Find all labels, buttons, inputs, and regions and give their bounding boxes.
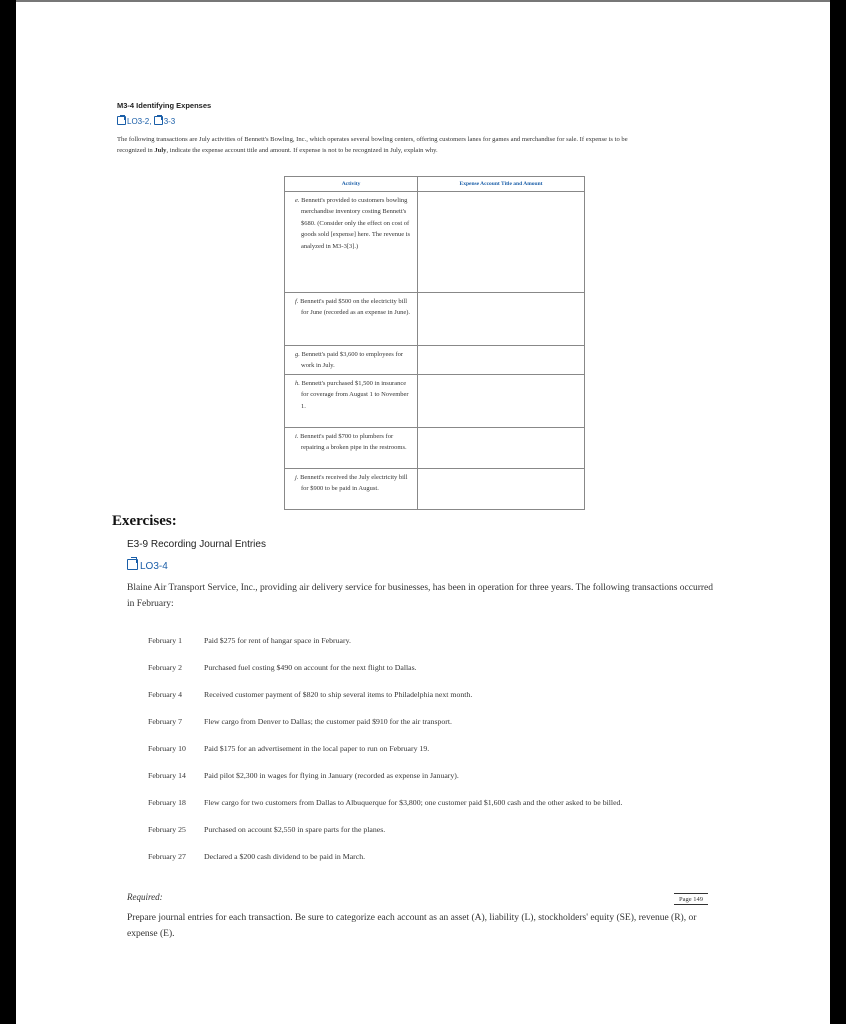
- answer-cell[interactable]: [418, 374, 585, 427]
- required-text: Prepare journal entries for each transaction. Be sure to categorize each account as an asset (A), liability (L), stockholders' equity (SE), revenue (R), or expense (E).: [127, 913, 697, 939]
- answer-cell[interactable]: [418, 192, 585, 293]
- activity-cell: [285, 293, 418, 346]
- row-label: j.: [295, 473, 299, 481]
- transaction-date: February 7: [148, 717, 182, 726]
- table-row: [285, 374, 585, 427]
- row-text: Bennett's paid $3,600 to employees for work in July.: [301, 351, 404, 370]
- row-label: g.: [295, 351, 300, 358]
- row-label: e.: [295, 197, 300, 204]
- activity-cell: [285, 374, 418, 427]
- activity-cell: [285, 346, 418, 375]
- transaction-date: February 10: [148, 744, 186, 753]
- list-item: [148, 825, 768, 852]
- external-link-icon: [154, 116, 163, 125]
- transaction-text: Paid $175 for an advertisement in the local paper to run on February 19.: [204, 744, 430, 753]
- required-label: Required:: [127, 892, 163, 902]
- page-number: Page 149: [674, 893, 708, 905]
- list-item: [148, 663, 768, 690]
- row-label: f.: [295, 298, 299, 305]
- transaction-date: February 2: [148, 663, 182, 672]
- lo-link-2[interactable]: 3-3: [163, 117, 176, 126]
- table-row: [285, 468, 585, 509]
- activity-table: [284, 176, 585, 510]
- answer-cell[interactable]: [418, 293, 585, 346]
- list-item: [148, 717, 768, 744]
- lo-link[interactable]: LO3-4: [140, 561, 168, 572]
- transaction-text: Purchased on account $2,550 in spare parts for the planes.: [204, 825, 386, 834]
- transaction-date: February 25: [148, 825, 186, 834]
- intro-line-2-bold: July: [154, 147, 167, 154]
- activity-cell: [285, 427, 418, 468]
- page-top-border: [16, 0, 830, 2]
- row-label: h.: [295, 379, 300, 387]
- list-item: [148, 636, 768, 663]
- e39-title: E3-9 Recording Journal Entries: [127, 539, 266, 550]
- transaction-date: February 27: [148, 852, 186, 861]
- table-row: [285, 293, 585, 346]
- external-link-icon: [117, 116, 126, 125]
- transaction-text: Paid pilot $2,300 in wages for flying in January (recorded as expense in January).: [204, 771, 459, 780]
- external-link-icon: [127, 559, 138, 570]
- list-item: [148, 852, 768, 879]
- e39-learning-objective: [127, 559, 168, 572]
- table-row: [285, 427, 585, 468]
- intro-line-2b: , indicate the expense account title and amount. If expense is not to be recognized in July, explain why.: [166, 147, 438, 154]
- intro-line-1: The following transactions are July activities of Bennett's Bowling, Inc., which operates several bowling centers, offering customers lanes for games and merchandise for sale. If expense is to be: [117, 136, 628, 143]
- transaction-text: Flew cargo from Denver to Dallas; the customer paid $910 for the air transport.: [204, 717, 452, 726]
- list-item: [148, 771, 768, 798]
- list-item: [148, 798, 768, 825]
- list-item: [148, 690, 768, 717]
- transaction-text: Purchased fuel costing $490 on account for the next flight to Dallas.: [204, 663, 417, 672]
- answer-cell[interactable]: [418, 468, 585, 509]
- row-text: Bennett's paid $500 on the electricity bill for June (recorded as an expense in June).: [300, 298, 411, 317]
- list-item: [148, 744, 768, 771]
- lo-link-1[interactable]: LO3-2: [127, 117, 150, 126]
- transaction-date: February 1: [148, 636, 182, 645]
- row-text: Bennett's provided to customers bowling merchandise inventory costing Bennett's $680. (Consider only the effect on cost of goods sold [expense] here. The revenue is analyzed in M3-3[3].): [301, 197, 411, 250]
- intro-line-2a: recognized in: [117, 147, 155, 154]
- answer-cell[interactable]: [418, 427, 585, 468]
- transaction-text: Declared a $200 cash dividend to be paid in March.: [204, 852, 366, 861]
- table-row: [285, 192, 585, 293]
- m34-intro: [117, 134, 727, 156]
- transaction-date: February 4: [148, 690, 182, 699]
- transaction-text: Received customer payment of $820 to ship several items to Philadelphia next month.: [204, 690, 473, 699]
- table-header-row: [285, 177, 585, 192]
- transaction-text: Flew cargo for two customers from Dallas to Albuquerque for $3,800; one customer paid $1,600 cash and the other asked to be billed.: [204, 798, 623, 807]
- m34-learning-objectives: LO3-2, 3-3: [117, 116, 175, 126]
- transaction-date: February 18: [148, 798, 186, 807]
- row-text: Bennett's received the July electricity bill for $900 to be paid in August.: [300, 473, 408, 493]
- m34-title: M3-4 Identifying Expenses: [117, 101, 212, 110]
- transaction-list: [148, 636, 768, 879]
- activity-cell: [285, 192, 418, 293]
- transaction-date: February 14: [148, 771, 186, 780]
- table-row: [285, 346, 585, 375]
- exercises-heading: Exercises:: [112, 513, 177, 529]
- document-page: [16, 0, 830, 1024]
- row-text: Bennett's purchased $1,500 in insurance for coverage from August 1 to November 1.: [301, 379, 409, 410]
- header-expense-account: Expense Account Title and Amount: [418, 177, 585, 192]
- answer-cell[interactable]: [418, 346, 585, 375]
- activity-cell: [285, 468, 418, 509]
- transaction-text: Paid $275 for rent of hangar space in February.: [204, 636, 351, 645]
- row-label: i.: [295, 432, 299, 440]
- row-text: Bennett's paid $700 to plumbers for repairing a broken pipe in the restrooms.: [300, 432, 407, 452]
- e39-intro: Blaine Air Transport Service, Inc., providing air delivery service for businesses, has been in operation for three years. The following transactions occurred in February:: [127, 583, 714, 609]
- header-activity: Activity: [285, 177, 418, 192]
